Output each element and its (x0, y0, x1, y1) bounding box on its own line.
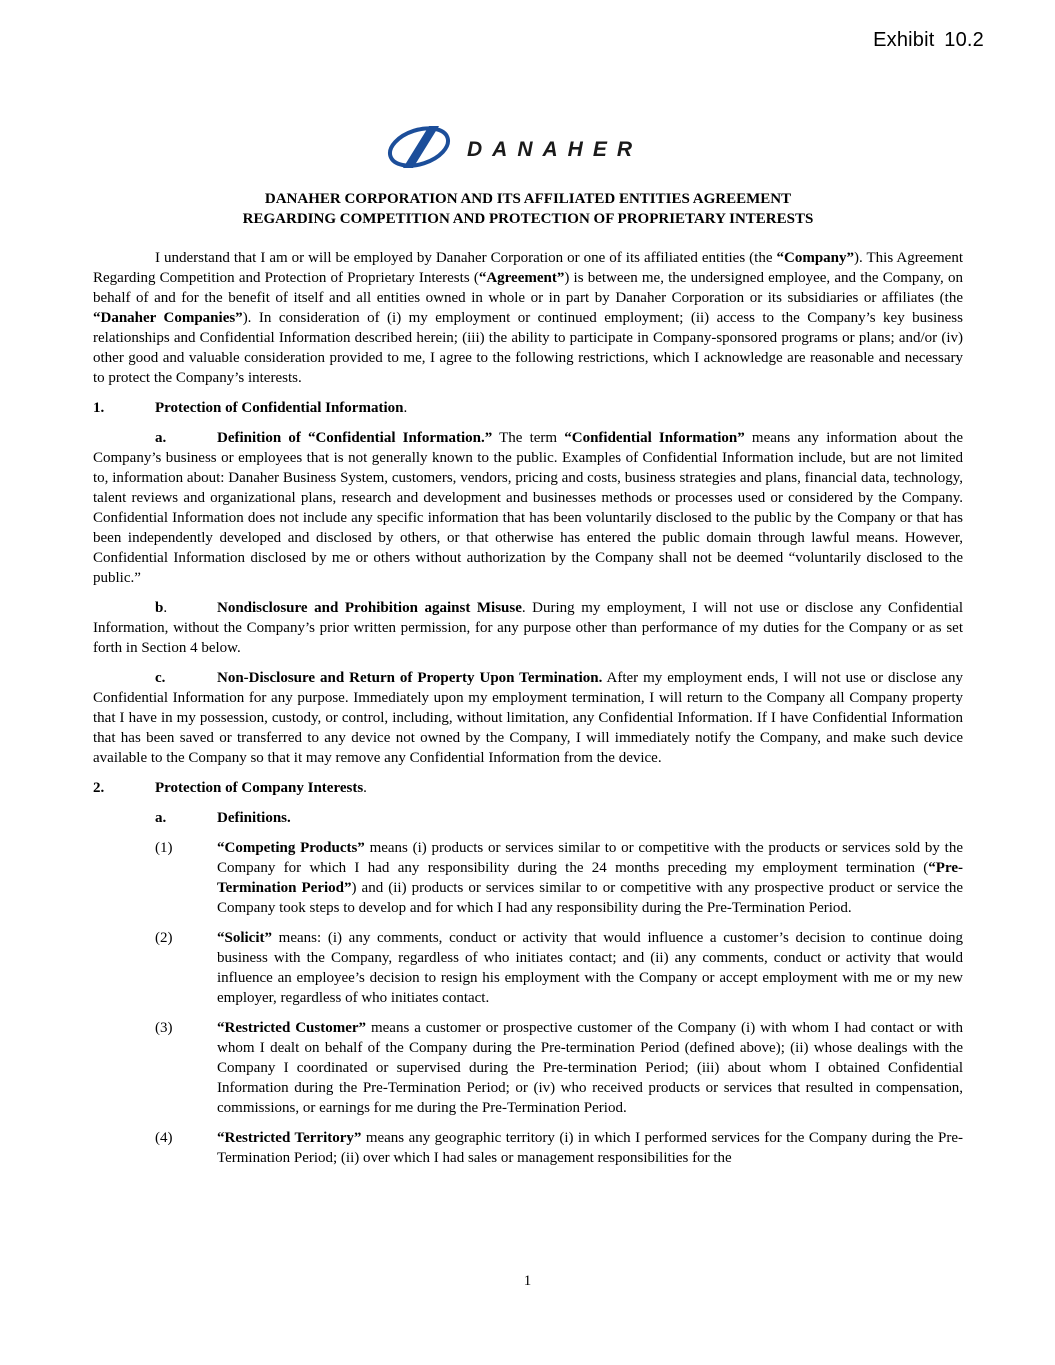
section-1c-paragraph: c. Non-Disclosure and Return of Property Upon Termination. After my employment ends, I will not use or disclose any Confidential Information for any purpose. Immediately upon my employment termination, I will return to the Company all Company property that I have in my possession, custody, or control, including, without limitation, any Confidential Information. If I have Confidential Information that has been saved or transferred to any device not owned by the Company, I will immediately notify the Company, and make such device available to the Company so that it may remove any Confidential Information from the device. (93, 670, 963, 766)
danaher-logo (385, 124, 675, 170)
document-body (93, 248, 963, 1178)
definition-item: (4) “Restricted Territory” means any geographic territory (i) in which I performed services for the Company during the Pre-Termination Period; (ii) over which I had sales or management responsibilities for the (155, 1130, 964, 1166)
section-2a-heading: a. Definitions. (155, 810, 291, 826)
page-number: 1 (523, 1273, 532, 1289)
section-1b-paragraph: b. Nondisclosure and Prohibition against Misuse. During my employment, I will not use or disclose any Confidential Information, without the Company’s prior written permission, for any purpose other than performance of my duties for the Company or as set forth in Section 4 below. (93, 600, 964, 656)
title-line-2: REGARDING COMPETITION AND PROTECTION OF PROPRIETARY INTERESTS (242, 211, 814, 227)
section-2-heading: 2. Protection of Company Interests. (93, 780, 367, 796)
section-1a-paragraph: a. Definition of “Confidential Information.” The term “Confidential Information” means any information about the Company’s business or employees that is not generally known to the public. Examples of Confidential Information include, but are not limited to, information about: Danaher Business System, customers, vendors, pricing and costs, business strategies and plans, financial data, technology, talent reviews and organizational plans, research and development and businesses methods or processes used or considered by the Company. Confidential Information does not include any specific information that has been voluntarily disclosed to the public by the Company or that has been independently developed and disclosed by others, or that otherwise has entered the public domain through lawful means. However, Confidential Information disclosed by me or others without authorization by the Company shall not be deemed “voluntarily disclosed to the public.” (93, 430, 963, 586)
definition-item: (3) “Restricted Customer” means a customer or prospective customer of the Company (i) with whom I had contact or with whom I dealt on behalf of the Company during the Pre-termination Period (defined above); (ii) whose dealings with the Company I coordinated or supervised during the Pre-termination Period; (iii) about whom I obtained Confidential Information during the Pre-Termination Period; or (iv) who received products or services that resulted in compensation, commissions, or earnings for me during the Pre-Termination Period. (155, 1020, 963, 1116)
section-1-heading: 1. Protection of Confidential Information. (93, 400, 408, 416)
agreement-title (93, 189, 963, 229)
definition-item: (1) “Competing Products” means (i) products or services similar to or competitive with the products or services sold by the Company for which I had any responsibility during the 24 months preceding my employment termination (“Pre-Termination Period”) and (ii) products or services similar to or competitive with any prospective product or service the Company took steps to develop and for which I had any responsibility during the Pre-Termination Period. (155, 840, 963, 916)
definition-item: (2) “Solicit” means: (i) any comments, conduct or activity that would influence a customer’s decision to continue doing business with the Company, regardless of who initiates contact; and (ii) any comments, conduct or activity that would influence an employee’s decision to resign his employment with the Company or accept employment with me or my new employer, regardless of who initiates contact. (155, 930, 963, 1006)
title-line-1: DANAHER CORPORATION AND ITS AFFILIATED ENTITIES AGREEMENT (264, 191, 792, 207)
exhibit-label: Exhibit 10.2 (873, 29, 984, 51)
danaher-logo-mark-icon (385, 124, 453, 170)
logo-wordmark: DANAHER (467, 138, 642, 161)
intro-paragraph: I understand that I am or will be employed by Danaher Corporation or one of its affiliated entities (the “Company”). This Agreement Regarding Competition and Protection of Proprietary Interests (“Agreement”) is between me, the undersigned employee, and the Company, on behalf of and for the benefit of itself and all entities owned in whole or in part by Danaher Corporation or its subsidiaries or affiliates (the “Danaher Companies”). In consideration of (i) my employment or continued employment; (ii) access to the Company’s key business relationships and Confidential Information described herein; (iii) the ability to participate in Company-sponsored programs or plans; and/or (iv) other good and valuable consideration provided to me, I agree to the following restrictions, which I acknowledge are reasonable and necessary to protect the Company’s interests. (93, 250, 963, 386)
